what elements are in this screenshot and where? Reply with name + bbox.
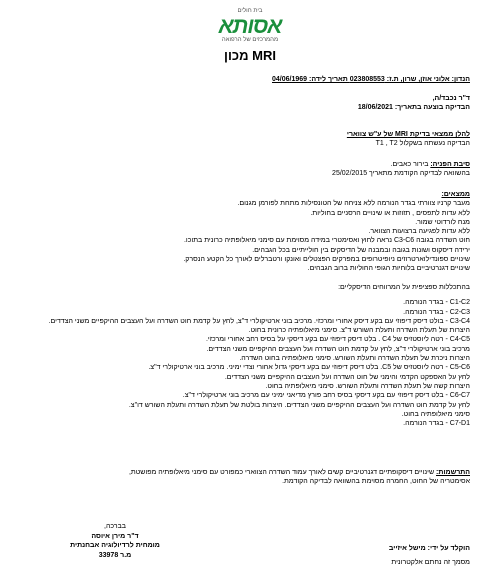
patient-section [60, 75, 470, 84]
exam-title: להלן ממצאי בדיקת MRI של ע"ש צווארי [346, 131, 470, 138]
signature-line: ד"ר מירן איוסה [91, 532, 139, 540]
finding-line: מעבר קרניו צוורתי בגדר הנורמה ללא צניחה של הטונסילות מתחת לפורמן מגנום. [237, 200, 470, 208]
logo-sub-text: מהמרכזים של הרפואה [221, 37, 279, 43]
finding-line: ללא עדות לתפסים , תזוזות או שינויים הרסניים בחוליות. [310, 209, 470, 217]
level-line: C6-C7 - בלט דיסק דיפוזי עם בקע דיסקי בסיס רחב פורץ מדיאני ימיני עם מרכיב בוני ארטיקולרי ד"צ. [182, 392, 470, 400]
logo-top-text: בית חולים [237, 8, 263, 14]
impression-text: אסימטריה של החוט, החמרה מסוימת בהשוואה לבדיקה הקודמת. [282, 478, 470, 486]
page-title: מכון MRI [224, 48, 276, 63]
referral-section [60, 160, 470, 179]
impression-text: שינויים דיסקופתיים דגנרטיביים קשים לאורך עמוד השדרה הצווארי כמפורט עם סימני מיאלופתיה מפושטת, [128, 469, 435, 476]
hospital-logo [200, 8, 300, 44]
exam-header [60, 130, 470, 149]
levels-intro: בהתכללות ספציפית על המרווחים הדיסקליים: [338, 284, 470, 291]
finding-line: מנח לורדוטי שמור. [415, 218, 470, 226]
finding-line: ירידה דיסקוס ושונות בגובה ובמבנה של הדיסקים בין חולייתיים בכל הגבהים. [252, 246, 470, 254]
finding-line: שינויים ספונדילוארטרוזים ניופיטרופים במפרקים הפצטלים ואונקו ורטברלים לאורך כל הקטע הנסרק. [183, 256, 470, 264]
level-line: מרכיב בוני ארטיקולרי ד"צ, לחץ על קדמת חוט השדרה ועל העצבים ההיקפיים משני הצדדים. [206, 345, 470, 353]
findings-section [60, 190, 470, 274]
referral-label: סיבת הפניה: [430, 161, 470, 168]
typist-line: הוקלד על ידי: מישל איזייב [388, 545, 470, 552]
greeting-line: ד"ר נכבד/ה, [432, 95, 470, 102]
level-line: היצרות ניכרת של תעלת השדרה ותעלת השורש. סימני מיאלופתיה בחוט השדרה. [239, 355, 470, 363]
exam-date-line: הבדיקה בוצעה בתאריך: 18/06/2021 [357, 104, 470, 112]
signature-line: בברכה, [104, 523, 126, 530]
level-line: היצרות של תעלת השדרה ותעלת השורש ד"צ. סימני מיאלופתיה כרונית בחוט. [248, 327, 470, 335]
levels-section [48, 283, 470, 428]
level-line: סימני מיאלופתיה בחוט. [401, 410, 470, 418]
findings-label: ממצאים: [441, 191, 470, 198]
signature-line: מומחית לרדיולוגיה אבחנתית [70, 542, 160, 549]
exam-subtitle: הבדיקה נעשתה בשקלול T1 , T2 [375, 140, 470, 148]
level-line: C3-C4 - בולט דיסק דיפוזי עם בקע דיסק אחורי ומרכזי. מרכיב בוני ארטיקולרי ד"צ, לחץ על קדמת חוט השדרה ועל העצבים ההיקפיים משני הצדדים. [48, 317, 470, 325]
typist-block [300, 542, 470, 570]
e-signed-note: מסמך זה נחתם אלקטרונית [391, 559, 470, 566]
level-line: C7-D1 - בגדר הנורמה. [403, 420, 470, 428]
impression-section [60, 468, 470, 487]
comparison-line: בהשוואה לבדיקה הקודמת מתאריך 25/02/2015 [332, 170, 470, 178]
level-line: C2-C3 - בגדר הנורמה. [403, 308, 470, 316]
level-line: היצרות קשה של תעלת השדרה ותעלת השורש. סימני מיאלופתיה בחוט. [265, 382, 470, 390]
patient-line: הנדון: אלוני אוזן, שרון, ת.ז: 023808553 תאריך לידה: 04/06/1969 [272, 76, 470, 83]
finding-line: חוט השדרה בגובה C3-C6 נראה לחוץ ואסימטרי במידה מסוימת עם סימני מיאלופתיה כרונית בתוכו. [183, 237, 470, 245]
level-line: C4-C5 - רטה ליוסטזיס של C4 . בלט דיסק דיפוזי עם בקע דיסקי על בסיס רחב אחורי ומרכזי. [205, 336, 470, 344]
level-line: C1-C2 - בגדר הנורמה. [403, 299, 470, 307]
logo-name: אסותא [218, 13, 282, 38]
finding-line: ללא עדות לפגיעה ברצועות הצוואר. [368, 228, 470, 236]
greeting-section [60, 94, 470, 113]
level-line: C5-C6 - רטה ליוסטזיס של C5. בלט דיסק דיפוזי עם בקע דיסקי גדול אחורי וצדי ימיני. מרכיב בוני ארטיקולרי ד"צ. [148, 364, 470, 372]
level-line: לחץ על קדמת חוט השדרה ועל העצבים ההיקפיים משני הצדדים. היצרות בולטת של תעלת השדרה ותעלת השורש דו"צ. [128, 401, 470, 409]
impression-label: התרשמות: [436, 469, 470, 476]
signature-line: מ.ר 33978 [98, 551, 132, 559]
level-line: לחץ על האספקט הקדמי והימני של חוט השדרה ועל העצבים ההיקפיים משני הצדדים. [224, 373, 470, 381]
referral-text: בירור כאבים. [390, 161, 429, 168]
finding-line: שינויים דגנרטיביים בלוחיות הגופי החוליות ברוב הגבהים. [307, 265, 470, 273]
radiologist-signature [40, 522, 190, 560]
